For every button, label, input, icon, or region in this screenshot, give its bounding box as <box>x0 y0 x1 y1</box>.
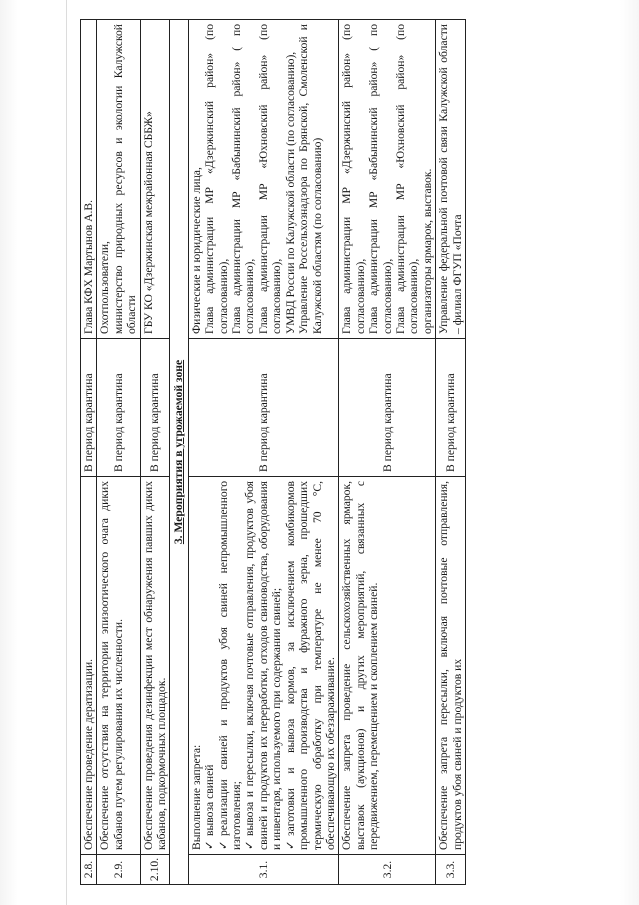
row-number: 2.9. <box>97 855 140 885</box>
row-number: 3.2. <box>339 855 436 885</box>
check-icon: ✓ <box>243 840 257 850</box>
check-icon: ✓ <box>283 840 297 850</box>
row-executor <box>339 20 436 339</box>
table-row <box>81 20 97 885</box>
row-description: Обеспечение проведение дератизации. <box>81 477 97 855</box>
executor-line: Глава администрации МР «Дзержинский район» (по согласованию), <box>203 24 230 334</box>
row-term: В период карантина <box>339 339 436 477</box>
prohibition-item: ✓вывоза и пересылки, включая почтовые отправления, продуктов убоя свиней и продуктов их переработки, отходов свиноводства, оборудования и инвентаря, используемого при содержании свиней; <box>243 481 284 850</box>
row-description: Обеспечение запрета проведение сельскохозяйственных ярмарок, выставок (аукционов) и других мероприятий, связанных с передвижением, перемещением и скоплением свиней. <box>339 477 436 855</box>
row-number: 2.10. <box>140 855 170 885</box>
executor-line: организаторы ярмарок, выставок. <box>420 168 434 334</box>
executor-line: Глава администрации МР «Юхновский район» (по согласованию), <box>393 24 421 334</box>
executor-line: Глава администрации МР «Дзержинский район» (по согласованию), <box>340 24 367 334</box>
row-executor <box>188 20 338 339</box>
section-title: 3. Мероприятия в угрожаемой зоне <box>170 20 188 885</box>
row-executor: ГБУ КО «Дзержинская межрайонная СББЖ» <box>140 20 170 339</box>
executor-line: УМВД России по Калужской области (по согласованию), <box>283 51 297 334</box>
row-number: 3.1. <box>188 855 338 885</box>
row-term: В период карантина <box>188 339 338 477</box>
table-row <box>140 20 170 885</box>
table-body-top <box>81 20 466 885</box>
row-description: Обеспечение запрета пересылки, включая почтовые отправления, продуктов убоя свиней и продуктов их <box>436 477 466 855</box>
prohibition-item: ✓заготовки и вывоза кормов, за исключением комбикормов промышленного производства и фуражного зерна, прошедших термическую обработку при температуре не менее 70 °С, обеспечивающую их обеззараживание. <box>283 481 337 850</box>
table-row <box>436 20 466 885</box>
prohibition-item: ✓вывоза свиней <box>203 764 217 850</box>
executor-line: Управление Россельхознадзора по Брянской, Смоленской и Калужской областям (по согласованию) <box>297 24 324 334</box>
prohibition-item: ✓реализации свиней и продуктов убоя свиней непромышленного изготовления; <box>216 481 244 850</box>
check-icon: ✓ <box>216 840 230 850</box>
row-term: В период карантина <box>436 339 466 477</box>
row-term: В период карантина <box>140 339 170 477</box>
rotated-document <box>80 20 563 885</box>
row-term: В период карантина <box>81 339 97 477</box>
executor-line: Глава администрации МР «Юхновский район» (по согласованию), <box>256 24 284 334</box>
executor-line: министерство природных ресурсов и экологии Калужской области <box>111 24 139 334</box>
row-executor: Управление федеральной почтовой связи Калужской области – филиал ФГУП «Почта <box>436 20 466 339</box>
table-row <box>339 20 436 885</box>
section-header-row <box>170 20 188 885</box>
row-number: 3.3. <box>436 855 466 885</box>
scan-edge-line <box>66 0 67 905</box>
table-row <box>188 20 338 885</box>
row-description <box>188 477 338 855</box>
row-executor: Глава КФХ Мартынов А.В. <box>81 20 97 339</box>
executor-line: Глава администрации МР «Бабынинский район» ( по согласованию), <box>230 24 257 334</box>
check-icon: ✓ <box>203 840 217 850</box>
row-term: В период карантина <box>97 339 140 477</box>
row-description: Обеспечение отсутствия на территории эпизоотического очага диких кабанов путем регулирования их численности. <box>97 477 140 855</box>
measures-table <box>80 19 466 885</box>
row-description: Обеспечение проведения дезинфекции мест обнаружения павших диких кабанов, подкормочных площадок. <box>140 477 170 855</box>
executor-line: Охотпользователи, <box>98 241 112 334</box>
row-number: 2.8. <box>81 855 97 885</box>
prohibition-intro: Выполнение запрета: <box>189 744 203 850</box>
executor-line: Физические и юридические лица, <box>189 167 203 334</box>
table-row <box>97 20 140 885</box>
row-executor <box>97 20 140 339</box>
executor-line: Глава администрации МР «Бабынинский район» ( по согласованию), <box>367 24 394 334</box>
